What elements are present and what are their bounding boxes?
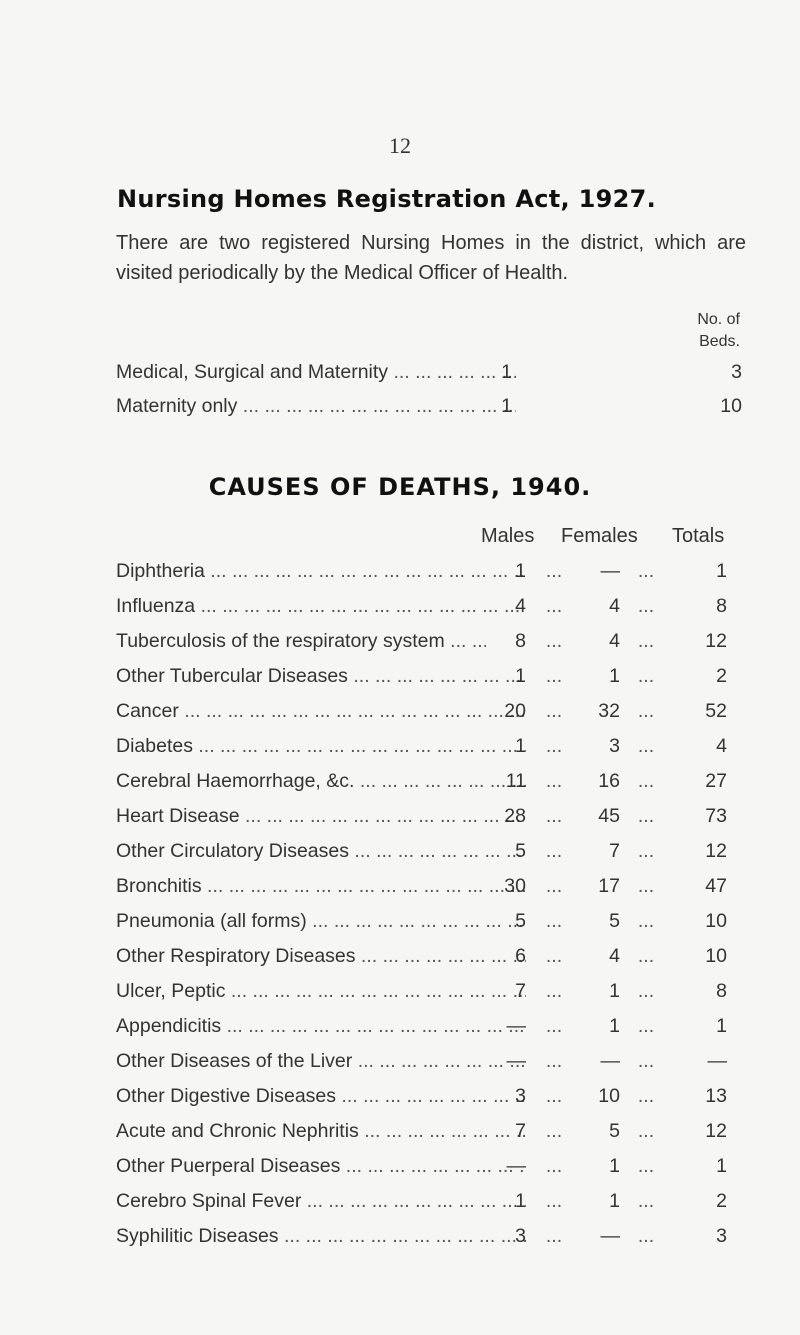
- home-type-label: Maternity only ... .: [116, 395, 516, 418]
- cause-row: [116, 805, 746, 839]
- separator: ...: [637, 1155, 655, 1177]
- separator: ...: [545, 1050, 563, 1072]
- cause-row: [116, 840, 746, 874]
- separator: ...: [637, 770, 655, 792]
- separator: ...: [637, 560, 655, 582]
- cause-row: [116, 910, 746, 944]
- males-value: 1: [515, 1190, 526, 1212]
- separator: ...: [545, 1225, 563, 1247]
- cause-row: [116, 735, 746, 769]
- causes-of-deaths-title: CAUSES OF DEATHS, 1940.: [208, 473, 592, 501]
- totals-value: 1: [716, 1015, 727, 1037]
- cause-row: [116, 875, 746, 909]
- beds-column-header: [620, 309, 740, 353]
- separator: ...: [545, 840, 563, 862]
- males-value: 1: [515, 560, 526, 582]
- separator: ...: [637, 1190, 655, 1212]
- separator: ...: [545, 980, 563, 1002]
- cause-row: [116, 945, 746, 979]
- totals-value: 12: [705, 840, 727, 862]
- cause-label: Other Respiratory Diseases ... .: [116, 945, 526, 968]
- males-value: —: [506, 1155, 526, 1177]
- separator: ...: [637, 1015, 655, 1037]
- totals-value: 3: [716, 1225, 727, 1247]
- cause-row: [116, 1015, 746, 1049]
- females-value: 3: [609, 735, 620, 757]
- cause-row: [116, 1225, 746, 1259]
- separator: ...: [637, 1050, 655, 1072]
- females-value: 4: [609, 630, 620, 652]
- cause-label: Other Tubercular Diseases ... .: [116, 665, 526, 688]
- cause-label: Diabetes ... .: [116, 735, 526, 758]
- males-value: 1: [515, 735, 526, 757]
- totals-value: 13: [705, 1085, 727, 1107]
- males-value: 28: [504, 805, 526, 827]
- separator: ...: [637, 700, 655, 722]
- cause-label: Pneumonia (all forms) ... .: [116, 910, 526, 933]
- males-value: 30: [504, 875, 526, 897]
- cause-row: [116, 595, 746, 629]
- separator: ...: [545, 735, 563, 757]
- females-value: 17: [598, 875, 620, 897]
- males-value: 3: [515, 1225, 526, 1247]
- separator: ...: [545, 770, 563, 792]
- separator: ...: [545, 595, 563, 617]
- separator: ...: [637, 980, 655, 1002]
- cause-label: Diphtheria ... .: [116, 560, 526, 583]
- females-value: —: [600, 1225, 620, 1247]
- males-value: 1: [515, 665, 526, 687]
- nursing-home-row: [116, 395, 746, 429]
- separator: ...: [545, 910, 563, 932]
- bed-count: 3: [731, 361, 742, 383]
- totals-value: 10: [705, 910, 727, 932]
- totals-value: 2: [716, 1190, 727, 1212]
- males-value: 4: [515, 595, 526, 617]
- cause-label: Other Digestive Diseases ... .: [116, 1085, 526, 1108]
- separator: ...: [545, 665, 563, 687]
- cause-label: Cancer ... .: [116, 700, 526, 723]
- females-value: 1: [609, 1190, 620, 1212]
- beds-header-line-2: Beds.: [699, 333, 740, 350]
- cause-label: Other Circulatory Diseases ... .: [116, 840, 526, 863]
- females-value: 5: [609, 910, 620, 932]
- females-header: Females: [561, 525, 638, 547]
- males-value: 6: [515, 945, 526, 967]
- males-value: 8: [515, 630, 526, 652]
- cause-label: Other Diseases of the Liver ... .: [116, 1050, 526, 1073]
- totals-value: 12: [705, 1120, 727, 1142]
- cause-label: Tuberculosis of the respiratory system ... .: [116, 630, 486, 653]
- totals-value: —: [707, 1050, 727, 1072]
- home-count: 1: [501, 395, 512, 417]
- males-header: Males: [481, 525, 535, 547]
- separator: ...: [637, 595, 655, 617]
- females-value: 4: [609, 595, 620, 617]
- separator: ...: [545, 1015, 563, 1037]
- cause-label: Acute and Chronic Nephritis ... .: [116, 1120, 526, 1143]
- cause-row: [116, 1155, 746, 1189]
- cause-label: Syphilitic Diseases ... .: [116, 1225, 526, 1248]
- cause-row: [116, 1085, 746, 1119]
- nursing-home-row: [116, 361, 746, 395]
- totals-value: 52: [705, 700, 727, 722]
- separator: ...: [637, 1225, 655, 1247]
- females-value: 4: [609, 945, 620, 967]
- separator: ...: [545, 875, 563, 897]
- males-value: 11: [505, 770, 526, 792]
- separator: ...: [545, 805, 563, 827]
- totals-value: 10: [705, 945, 727, 967]
- totals-value: 27: [705, 770, 727, 792]
- cause-label: Cerebral Haemorrhage, &c. ... .: [116, 770, 526, 793]
- males-value: —: [506, 1015, 526, 1037]
- totals-value: 8: [716, 595, 727, 617]
- females-value: 7: [609, 840, 620, 862]
- cause-row: [116, 560, 746, 594]
- separator: ...: [637, 735, 655, 757]
- cause-label: Heart Disease ... .: [116, 805, 526, 828]
- totals-value: 1: [716, 560, 727, 582]
- bed-count: 10: [720, 395, 742, 417]
- cause-row: [116, 665, 746, 699]
- beds-header-line-1: No. of: [697, 311, 740, 328]
- separator: ...: [545, 560, 563, 582]
- separator: ...: [637, 945, 655, 967]
- cause-row: [116, 630, 746, 664]
- cause-row: [116, 700, 746, 734]
- males-value: 20: [504, 700, 526, 722]
- page-number: 12: [389, 133, 411, 158]
- totals-value: 1: [716, 1155, 727, 1177]
- females-value: 32: [598, 700, 620, 722]
- males-value: —: [506, 1050, 526, 1072]
- separator: ...: [637, 875, 655, 897]
- separator: ...: [545, 630, 563, 652]
- females-value: —: [600, 1050, 620, 1072]
- females-value: 1: [609, 980, 620, 1002]
- separator: ...: [637, 630, 655, 652]
- separator: ...: [545, 1190, 563, 1212]
- home-type-label: Medical, Surgical and Maternity ... .: [116, 361, 516, 384]
- cause-row: [116, 1050, 746, 1084]
- separator: ...: [637, 1120, 655, 1142]
- separator: ...: [637, 840, 655, 862]
- separator: ...: [545, 700, 563, 722]
- cause-label: Ulcer, Peptic ... .: [116, 980, 526, 1003]
- causes-column-headers: [116, 525, 746, 555]
- males-value: 3: [515, 1085, 526, 1107]
- totals-header: Totals: [672, 525, 725, 547]
- separator: ...: [545, 1155, 563, 1177]
- separator: ...: [637, 665, 655, 687]
- separator: ...: [545, 945, 563, 967]
- totals-value: 2: [716, 665, 727, 687]
- totals-value: 47: [705, 875, 727, 897]
- totals-value: 12: [705, 630, 727, 652]
- males-value: 5: [515, 910, 526, 932]
- males-value: 7: [515, 980, 526, 1002]
- females-value: —: [600, 560, 620, 582]
- cause-label: Cerebro Spinal Fever ... .: [116, 1190, 526, 1213]
- females-value: 5: [609, 1120, 620, 1142]
- totals-value: 4: [716, 735, 727, 757]
- nursing-homes-title: Nursing Homes Registration Act, 1927.: [117, 185, 656, 213]
- females-value: 45: [598, 805, 620, 827]
- cause-row: [116, 980, 746, 1014]
- separator: ...: [637, 910, 655, 932]
- totals-value: 73: [705, 805, 727, 827]
- females-value: 10: [598, 1085, 620, 1107]
- separator: ...: [637, 805, 655, 827]
- cause-row: [116, 770, 746, 804]
- separator: ...: [637, 1085, 655, 1107]
- cause-label: Other Puerperal Diseases ... .: [116, 1155, 526, 1178]
- totals-value: 8: [716, 980, 727, 1002]
- cause-label: Influenza ... .: [116, 595, 526, 618]
- home-count: 1: [501, 361, 512, 383]
- females-value: 1: [609, 1015, 620, 1037]
- females-value: 1: [609, 665, 620, 687]
- males-value: 5: [515, 840, 526, 862]
- cause-label: Appendicitis ... .: [116, 1015, 526, 1038]
- cause-row: [116, 1120, 746, 1154]
- females-value: 1: [609, 1155, 620, 1177]
- separator: ...: [545, 1120, 563, 1142]
- cause-label: Bronchitis ... .: [116, 875, 526, 898]
- males-value: 7: [515, 1120, 526, 1142]
- nursing-homes-intro: There are two registered Nursing Homes in the district, which are visited periodically by the Medical Officer of Health.: [116, 232, 746, 284]
- females-value: 16: [598, 770, 620, 792]
- cause-row: [116, 1190, 746, 1224]
- separator: ...: [545, 1085, 563, 1107]
